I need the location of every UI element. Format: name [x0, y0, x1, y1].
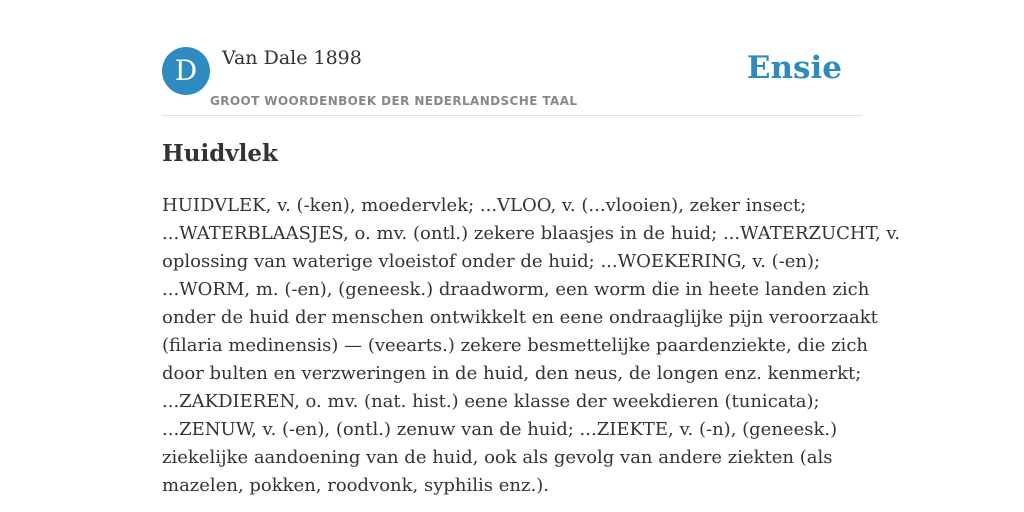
definition-line: (filaria medinensis) — (veearts.) zekere besmettelijke paardenziekte, die zich	[162, 335, 868, 356]
dictionary-avatar[interactable]: D	[162, 47, 210, 95]
ensie-logo-link[interactable]: Ensie	[746, 50, 842, 86]
entry-definition	[162, 192, 901, 500]
definition-line: HUIDVLEK, v. (-ken), moedervlek; ...VLOO, v. (...vlooien), zeker insect;	[162, 195, 807, 216]
definition-line: door bulten en verzweringen in de huid, den neus, de longen enz. kenmerkt;	[162, 363, 862, 384]
dictionary-subtitle: GROOT WOORDENBOEK DER NEDERLANDSCHE TAAL	[210, 94, 578, 108]
definition-line: ziekelijke aandoening van de huid, ook als gevolg van andere ziekten (als	[162, 447, 833, 468]
definition-line: onder de huid der menschen ontwikkelt en eene ondraaglijke pijn veroorzaakt	[162, 307, 878, 328]
definition-line: ...WATERBLAASJES, o. mv. (ontl.) zekere blaasjes in de huid; ...WATERZUCHT, v.	[162, 223, 901, 244]
entry-title: Huidvlek	[162, 140, 278, 167]
dictionary-name-link[interactable]: Van Dale 1898	[222, 47, 362, 69]
definition-line: ...ZAKDIEREN, o. mv. (nat. hist.) eene klasse der weekdieren (tunicata);	[162, 391, 820, 412]
definition-line: ...WORM, m. (-en), (geneesk.) draadworm, een worm die in heete landen zich	[162, 279, 870, 300]
page-header	[162, 44, 862, 116]
definition-line: oplossing van waterige vloeistof onder de huid; ...WOEKERING, v. (-en);	[162, 251, 821, 272]
definition-line: mazelen, pokken, roodvonk, syphilis enz.).	[162, 475, 549, 496]
definition-line: ...ZENUW, v. (-en), (ontl.) zenuw van de huid; ...ZIEKTE, v. (-n), (geneesk.)	[162, 419, 838, 440]
